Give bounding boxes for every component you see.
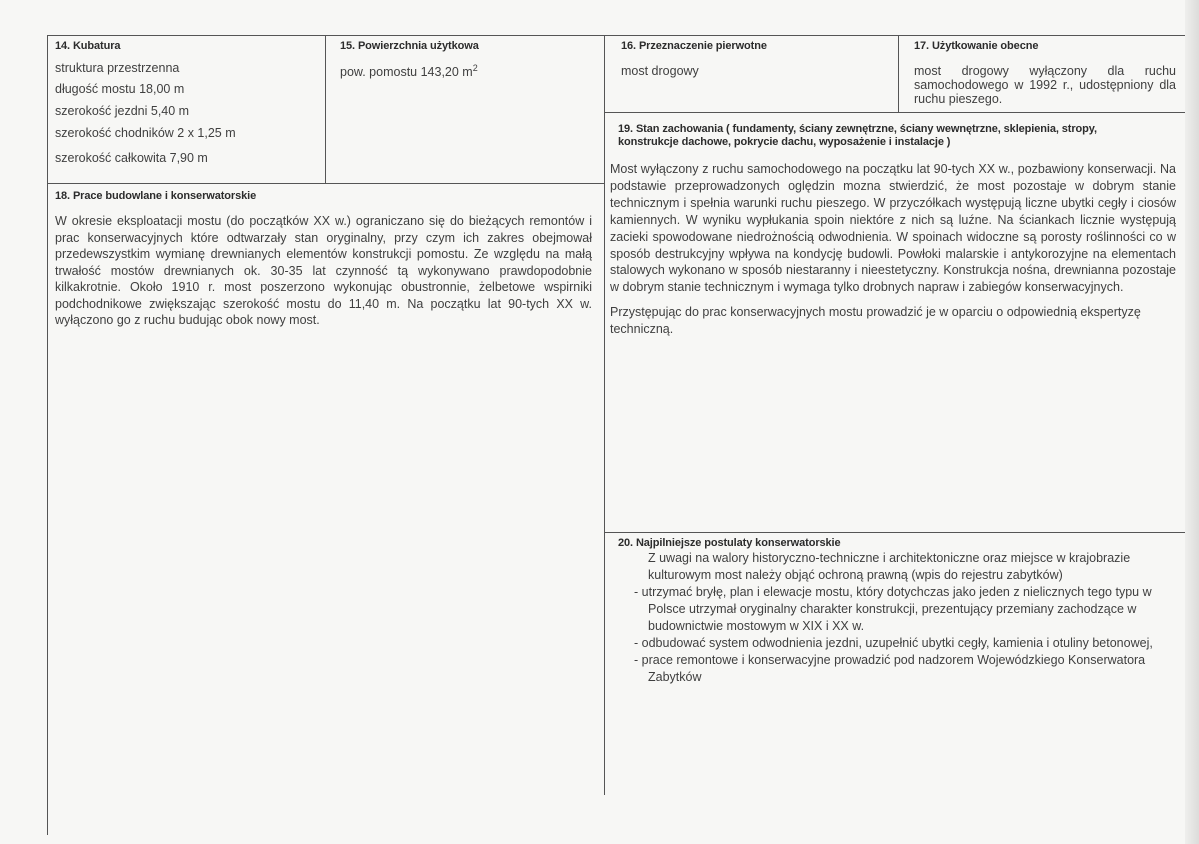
section-przeznaczenie [621, 40, 891, 78]
stan-paragraph-2: Przystępując do prac konserwacyjnych mostu prowadzić je w oparciu o odpowiednią ekspertyzę techniczną. [610, 305, 1141, 337]
postulat-item-4-text: prace remontowe i konserwacyjne prowadzić pod nadzorem Wojewódzkiego Konserwatora Zabytków [641, 653, 1146, 684]
powierzchnia-text: pow. pomostu 143,20 m [340, 65, 473, 80]
uzytkowanie-value: most drogowy wyłączony dla ruchu samochodowego w 1992 r., udostępniony dla ruchu pieszego. [914, 64, 1176, 106]
section-powierzchnia [340, 40, 600, 79]
kubatura-line-2: długość mostu 18,00 m [55, 82, 185, 96]
przeznaczenie-value: most drogowy [621, 64, 699, 78]
kubatura-line-4: szerokość chodników 2 x 1,25 m [55, 126, 236, 140]
postulat-item-3-text: odbudować system odwodnienia jezdni, uzupełnić ubytki cegły, kamienia i otuliny betonowej, [641, 636, 1153, 650]
postulaty-list [634, 550, 1154, 686]
postulat-item-2-text: utrzymać bryłę, plan i elewacje mostu, który dotychczas jako jeden z nielicznych tego typu w Polsce utrzymał oryginalny charakter konstrukcji, prezentujący przemiany zachodzące w budownictwie mostowym w XIX i XX w. [641, 585, 1152, 633]
section-prace [55, 190, 592, 329]
kubatura-line-1: struktura przestrzenna [55, 61, 180, 75]
postulat-item-2: - utrzymać bryłę, plan i elewacje mostu, który dotychczas jako jeden z nielicznych tego typu w Polsce utrzymał oryginalny charakter konstrukcji, prezentujący przemiany zachodzące w budownictwie mostowym w XIX i XX w. [634, 585, 1152, 633]
postulat-item-1: Z uwagi na walory historyczno-techniczne i architektoniczne oraz miejsce w krajobrazie kulturowym most należy objąć ochroną prawną (wpis do rejestru zabytków) [648, 551, 1131, 582]
postulat-item-4: - prace remontowe i konserwacyjne prowadzić pod nadzorem Wojewódzkiego Konserwatora Zabytków [634, 653, 1146, 684]
divider-19-20 [604, 532, 1187, 533]
powierzchnia-value [340, 63, 600, 79]
kubatura-line-3: szerokość jezdni 5,40 m [55, 104, 190, 118]
section-kubatura [55, 40, 320, 53]
section-15-title: 15. Powierzchnia użytkowa [340, 40, 479, 52]
left-border [47, 35, 48, 835]
stan-paragraph-1: Most wyłączony z ruchu samochodowego na początku lat 90-tych XX w., pozbawiony konserwacji. Na podstawie przeprowadzonych oględzin mozna stwierdzić, że most pozostaje w dobrym stanie technicznym i spełnia warunki ruchu pieszego. W przyczółkach występują liczne ubytki cegły i ciosów kamiennych. W wyniku wypłukania spoin niektóre z nich są luźne. Na ściankach licznie występują zacieki spowodowane niedrożnością odwodnienia. W spoinach widoczne są porosty roślinności co w sposób destrukcyjny wpływa na kondycję budowli. Powłoki malarskie i antykorozyjne na elementach stalowych wykonano w sposób niestaranny i nieestetyczny. Konstrukcja nośna, drewnianna pozostaje w dobrym stanie technicznym i wymaga tylko drobnych napraw i zabiegów konserwacyjnych. [610, 162, 1176, 295]
section-16-title: 16. Przeznaczenie pierwotne [621, 40, 767, 52]
kubatura-line-5: szerokość całkowita 7,90 m [55, 151, 208, 165]
scan-edge [1185, 0, 1199, 844]
section-18-title: 18. Prace budowlane i konserwatorskie [55, 190, 257, 202]
top-border [47, 35, 1187, 36]
divider-14-18 [47, 183, 604, 184]
section-stan-zachowania [610, 123, 1176, 338]
section-20-title: 20. Najpilniejsze postulaty konserwatorskie [618, 537, 841, 549]
divider-16-19 [604, 112, 1187, 113]
divider-16-17 [898, 35, 899, 112]
section-postulaty [618, 537, 1178, 686]
section-19-title: 19. Stan zachowania ( fundamenty, ściany zewnętrzne, ściany wewnętrzne, sklepienia, stropy, konstrukcje dachowe, pokrycie dachu, wyposażenie i instalacje ) [618, 123, 1097, 148]
section-14-title: 14. Kubatura [55, 40, 121, 52]
section-17-title: 17. Użytkowanie obecne [914, 40, 1039, 52]
prace-text: W okresie eksploatacji mostu (do początków XX w.) ograniczano się do bieżących remontów i prac konserwacyjnych które odtwarzały stan oryginalny, przy czym ich zakres obejmował przedewszystkim wymianę drewnianych elementów konstrukcji pomostu. Ze względu na małą trwałość mostów drewnianych ok. 30-35 lat czynność tą wykonywano prawdopodobnie kilkakrotnie. Około 1910 r. most poszerzono wykonując obustronnie, żelbetowe wspirniki podchodnikowe zwiększając szerokość mostu do 11,40 m. Na początku lat 90-tych XX w. wyłączono go z ruchu budując obok nowy most. [55, 214, 592, 327]
powierzchnia-unit-sup: 2 [472, 63, 478, 73]
divider-14-15 [325, 35, 326, 183]
divider-main [604, 35, 605, 795]
postulat-item-3: - odbudować system odwodnienia jezdni, uzupełnić ubytki cegły, kamienia i otuliny betonowej, [634, 636, 1153, 650]
section-uzytkowanie [914, 40, 1176, 106]
